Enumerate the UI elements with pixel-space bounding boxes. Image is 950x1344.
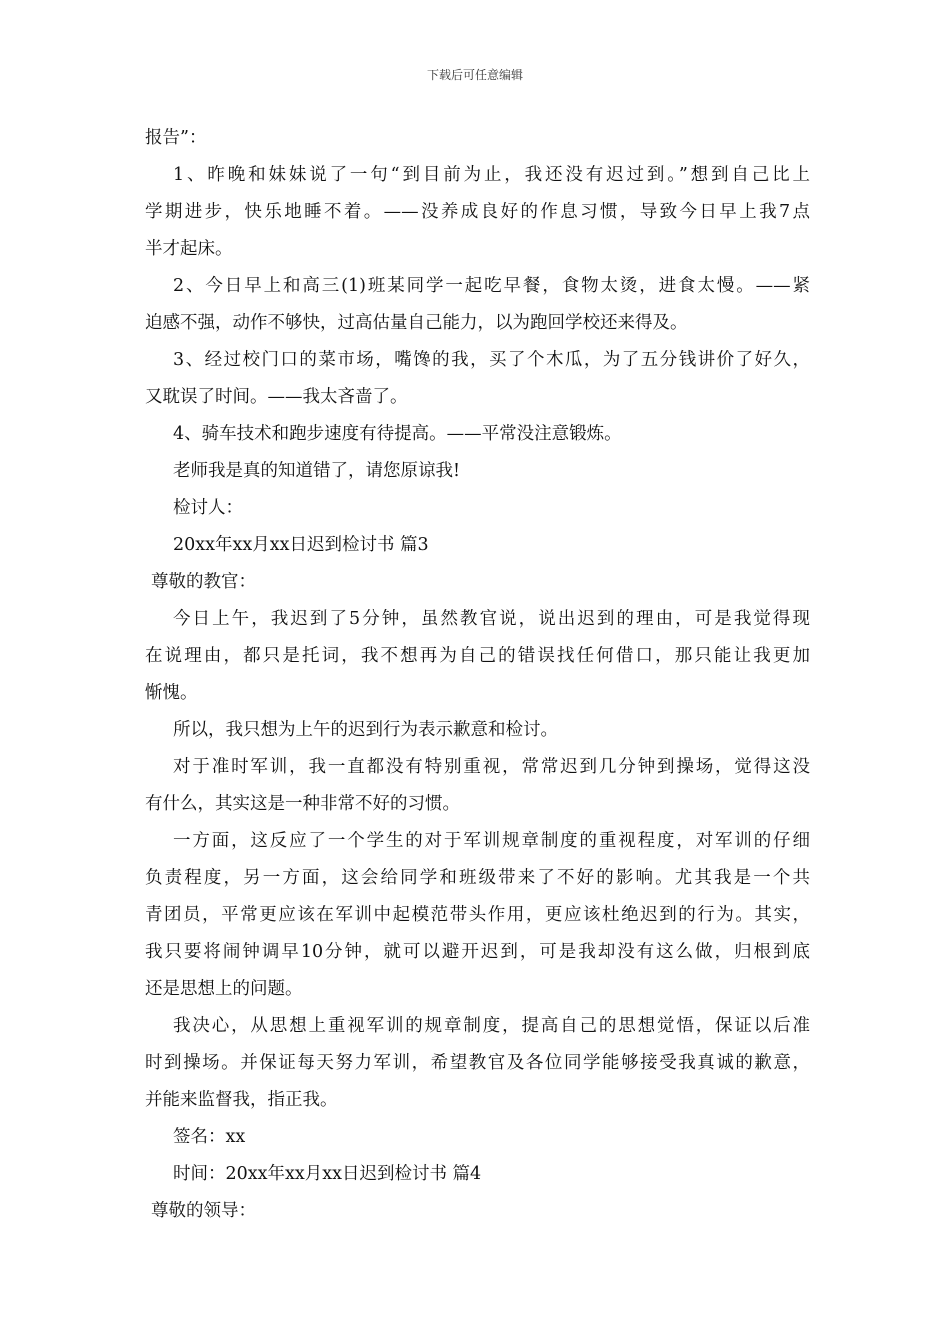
text-line: 签名：xx: [173, 1127, 246, 1147]
text-line: 时到操场。并保证每天努力军训，希望教官及各位同学能够接受我真诚的歉意，: [145, 1053, 810, 1073]
text-line: 1、昨晚和妹妹说了一句“到目前为止，我还没有迟过到。”想到自己比上: [173, 165, 810, 185]
text-line: 所以，我只想为上午的迟到行为表示歉意和检讨。: [173, 720, 558, 740]
text-line: 4、骑车技术和跑步速度有待提高。——平常没注意锻炼。: [173, 424, 622, 444]
text-line: 尊敬的领导：: [151, 1201, 256, 1221]
text-line: 我决心，从思想上重视军训的规章制度，提高自己的思想觉悟，保证以后准: [173, 1016, 810, 1036]
text-line: 报告”：: [145, 128, 207, 148]
text-line: 3、经过校门口的菜市场，嘴馋的我，买了个木瓜，为了五分钱讲价了好久，: [173, 350, 810, 370]
text-line: 青团员，平常更应该在军训中起模范带头作用，更应该杜绝迟到的行为。其实，: [145, 905, 810, 925]
text-line: 一方面，这反应了一个学生的对于军训规章制度的重视程度，对军训的仔细: [173, 831, 810, 851]
text-line: 对于准时军训，我一直都没有特别重视，常常迟到几分钟到操场，觉得这没: [173, 757, 810, 777]
text-line: 惭愧。: [145, 683, 198, 703]
text-line: 半才起床。: [145, 239, 233, 259]
text-line: 学期进步，快乐地睡不着。——没养成良好的作息习惯，导致今日早上我7点: [145, 202, 810, 222]
text-line: 负责程度，另一方面，这会给同学和班级带来了不好的影响。尤其我是一个共: [145, 868, 810, 888]
page-header: 下载后可任意编辑: [426, 68, 523, 82]
text-line: 2、今日早上和高三(1)班某同学一起吃早餐，食物太烫，进食太慢。——紧: [173, 276, 810, 296]
text-line: 还是思想上的问题。: [145, 979, 303, 999]
document-body: [145, 120, 810, 1230]
text-line: 检讨人：: [173, 498, 243, 518]
text-line: 今日上午，我迟到了5分钟，虽然教官说，说出迟到的理由，可是我觉得现: [173, 609, 810, 629]
text-line: 老师我是真的知道错了，请您原谅我!: [173, 461, 461, 481]
text-line: 20xx年xx月xx日迟到检讨书 篇3: [173, 535, 429, 555]
text-line: 我只要将闹钟调早10分钟，就可以避开迟到，可是我却没有这么做，归根到底: [145, 942, 810, 962]
text-line: 又耽误了时间。——我太吝啬了。: [145, 387, 408, 407]
text-line: 并能来监督我，指正我。: [145, 1090, 338, 1110]
text-line: 尊敬的教官：: [151, 572, 256, 592]
text-line: 迫感不强，动作不够快，过高估量自己能力，以为跑回学校还来得及。: [145, 313, 688, 333]
text-line: 有什么，其实这是一种非常不好的习惯。: [145, 794, 460, 814]
text-line: 在说理由，都只是托词，我不想再为自己的错误找任何借口，那只能让我更加: [145, 646, 810, 666]
text-line: 时间：20xx年xx月xx日迟到检讨书 篇4: [173, 1164, 482, 1184]
